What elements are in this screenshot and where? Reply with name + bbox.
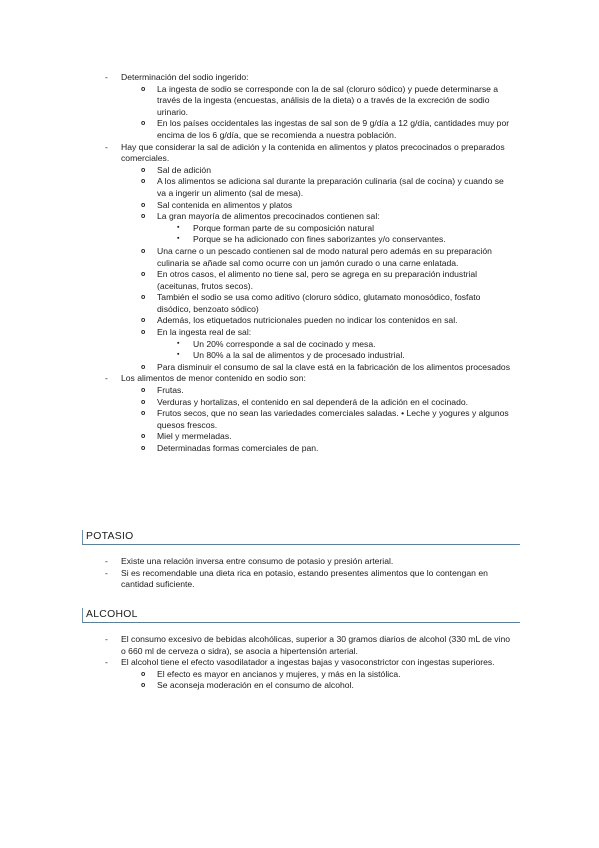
list-item: o Determinadas formas comerciales de pan. bbox=[141, 443, 319, 453]
list-item: o Sal contenida en alimentos y platos bbox=[141, 199, 293, 210]
circle-bullet-icon: o bbox=[141, 247, 146, 255]
list-item: ▪ Un 20% corresponde a sal de cocinado y mesa. bbox=[177, 338, 376, 349]
circle-bullet-icon: o bbox=[141, 682, 146, 690]
circle-bullet-icon: o bbox=[141, 201, 146, 209]
list-item: ▪ Un 80% a la sal de alimentos y de procesado industrial. bbox=[177, 350, 405, 361]
list-item: o Frutas. bbox=[141, 385, 184, 396]
list-item: o Sal de adición bbox=[141, 164, 211, 175]
dash-marker: - bbox=[105, 556, 108, 566]
circle-bullet-icon: o bbox=[141, 387, 146, 395]
list-item: o Para disminuir el consumo de sal la clave está en la fabricación de los alimentos procesados bbox=[141, 361, 511, 372]
list-item: o Además, los etiquetados nutricionales pueden no indicar los contenidos en sal. bbox=[141, 315, 458, 326]
list-item: o Una carne o un pescado contienen sal de modo natural pero además en su preparación culinaria se añade sal como ocurre con un jamón curado o una carne enlatada. bbox=[141, 245, 492, 268]
list-item: ▪ Porque forman parte de su composición natural bbox=[177, 222, 375, 233]
list-item: - Existe una relación inversa entre consumo de potasio y presión arterial. bbox=[105, 556, 394, 566]
circle-bullet-icon: o bbox=[141, 363, 146, 371]
alcohol-section bbox=[0, 634, 599, 692]
dash-marker: - bbox=[105, 634, 108, 644]
circle-bullet-icon: o bbox=[141, 329, 146, 337]
square-bullet-icon: ▪ bbox=[177, 223, 180, 231]
list-item: o A los alimentos se adiciona sal durante la preparación culinaria (sal de cocina) y cuando se va a ingerir un alimento (sal de mesa). bbox=[141, 176, 504, 198]
circle-bullet-icon: o bbox=[141, 213, 146, 221]
potasio-list bbox=[0, 556, 599, 591]
dash-marker: - bbox=[105, 373, 108, 384]
circle-bullet-icon: o bbox=[141, 445, 146, 452]
list-item: - Los alimentos de menor contenido en sodio son: bbox=[105, 373, 306, 384]
list-item: o En otros casos, el alimento no tiene sal, pero se agrega en su preparación industrial (aceitunas, frutos secos). bbox=[141, 269, 478, 291]
list-item: o En los países occidentales las ingestas de sal son de 9 g/día a 12 g/día, cantidades muy por encima de los 6 g/día, que se recomienda a nuestra población. bbox=[141, 118, 510, 140]
circle-bullet-icon: o bbox=[141, 433, 146, 441]
list-item: o Miel y mermeladas. bbox=[141, 431, 232, 442]
section-heading-alcohol: ALCOHOL bbox=[82, 608, 520, 623]
circle-bullet-icon: o bbox=[141, 85, 146, 93]
circle-bullet-icon: o bbox=[141, 317, 146, 325]
alcohol-list bbox=[0, 634, 599, 692]
list-item: o También el sodio se usa como aditivo (cloruro sódico, glutamato monosódico, fosfato disódico, benzoato sódico) bbox=[141, 292, 481, 314]
list-item: - Si es recomendable una dieta rica en potasio, estando presentes alimentos que lo contengan en cantidad suficiente. bbox=[105, 567, 488, 590]
circle-bullet-icon: o bbox=[141, 166, 146, 174]
list-item: - El consumo excesivo de bebidas alcohólicas, superior a 30 gramos diarios de alcohol (330 mL de vino o 660 ml de cerveza o sidra), se asocia a hipertensión arterial. bbox=[105, 634, 511, 656]
dash-marker: - bbox=[105, 567, 108, 578]
list-item: o El efecto es mayor en ancianos y mujeres, y más en la sistólica. bbox=[141, 668, 401, 679]
square-bullet-icon: ▪ bbox=[177, 351, 180, 359]
circle-bullet-icon: o bbox=[141, 670, 146, 678]
list-item: o La gran mayoría de alimentos precocinados contienen sal: bbox=[141, 211, 380, 222]
section-heading-potasio: POTASIO bbox=[82, 530, 520, 545]
list-item: o Verduras y hortalizas, el contenido en sal dependerá de la adición en el cocinado. bbox=[141, 396, 469, 407]
circle-bullet-icon: o bbox=[141, 410, 146, 418]
list-item: - Hay que considerar la sal de adición y la contenida en alimentos y platos precocinados o preparados comerciales. bbox=[105, 141, 505, 164]
circle-bullet-icon: o bbox=[141, 398, 146, 406]
circle-bullet-icon: o bbox=[141, 294, 146, 302]
sodium-section bbox=[0, 72, 599, 455]
potasio-section bbox=[0, 556, 599, 591]
circle-bullet-icon: o bbox=[141, 120, 146, 128]
list-item: ▪ Porque se ha adicionado con fines saborizantes y/o conservantes. bbox=[177, 234, 446, 245]
dash-marker: - bbox=[105, 141, 108, 152]
list-item: - El alcohol tiene el efecto vasodilatador a ingestas bajas y vasoconstrictor con ingestas superiores. bbox=[105, 657, 495, 668]
dash-marker: - bbox=[105, 657, 108, 668]
list-item: o Se aconseja moderación en el consumo de alcohol. bbox=[141, 680, 354, 691]
list-item: o Frutos secos, que no sean las variedades comerciales saladas. • Leche y yogures y algunos quesos frescos. bbox=[141, 408, 509, 430]
square-bullet-icon: ▪ bbox=[177, 235, 180, 243]
dash-marker: - bbox=[105, 72, 108, 82]
circle-bullet-icon: o bbox=[141, 271, 146, 279]
list-item: o En la ingesta real de sal: bbox=[141, 327, 252, 338]
sodium-list bbox=[0, 72, 599, 455]
list-item: - Determinación del sodio ingerido: bbox=[105, 72, 249, 82]
circle-bullet-icon: o bbox=[141, 178, 146, 186]
square-bullet-icon: ▪ bbox=[177, 339, 180, 347]
list-item: o La ingesta de sodio se corresponde con la de sal (cloruro sódico) y puede determinarse a través de la ingesta (encuestas, análisis de la dieta) o a través de la excreción de sodio urinario. bbox=[141, 83, 499, 117]
